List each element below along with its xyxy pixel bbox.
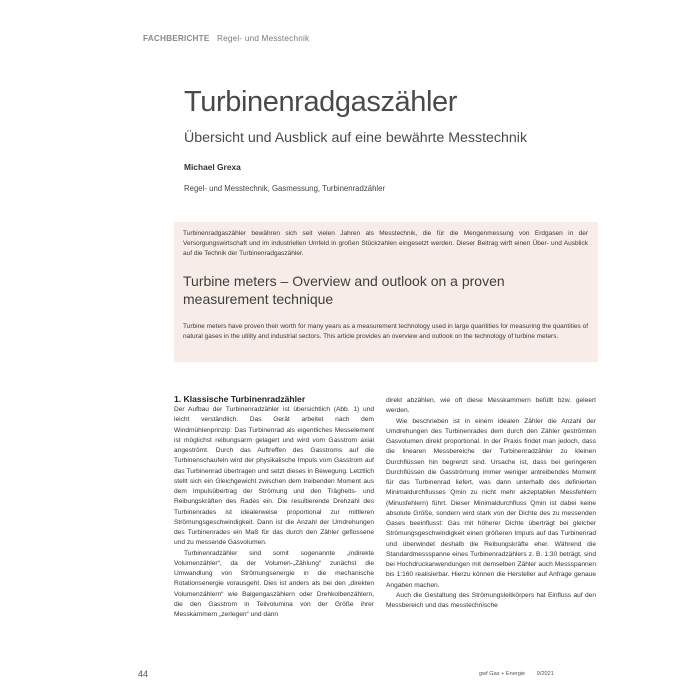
author-name: Michael Grexa <box>184 162 241 172</box>
page-number: 44 <box>138 669 149 679</box>
journal-issue: 9/2021 <box>536 671 554 677</box>
running-header <box>143 34 309 43</box>
section-heading: 1. Klassische Turbinenradzähler <box>174 394 306 404</box>
abstract-german: Turbinenradgaszähler bewähren sich seit vielen Jahren als Messtechnik, die für die Mengenmessung von Erdgasen in der Versorgungswirtschaft und im industriellen Umfeld in großen Stückzahlen eingesetzt werden. Dieser Beitrag wirft einen Über- und Ausblick auf die Technik der Turbinenradgaszähler. <box>183 230 588 257</box>
category-label: Regel- und Messtechnik <box>217 34 310 43</box>
section-label: FACHBERICHTE <box>143 34 210 43</box>
paragraph: Der Aufbau der Turbinenradzähler ist übersichtlich (Abb. 1) und leicht verständlich. Das Gerät arbeitet nach dem Windmühlenprinzip: Das Turbinenrad als eigentliches Messelement ist möglichst reibungsarm gelagert und wird vom Gasstrom axial angeströmt. Durch das Auftreffen des Gasstroms auf die Turbinenschaufeln wird der physikalische Impuls vom Gasstrom auf das Turbinenrad übertragen und setzt dieses in Bewegung. Letztlich stellt sich ein Gleichgewicht zwischen dem treibenden Moment aus dem Impulsübertrag der Strömung und den Trägheits- und Reibungskräften des Rades ein. Die resultierende Drehzahl des Turbinenrades ist idealerweise proportional zur mittleren Strömungsgeschwindigkeit. Dann ist die Anzahl der Umdrehungen des Turbinenrades ein Maß für das durch den Zähler geflossene und zu messende Gasvolumen. <box>174 406 374 547</box>
keywords: Regel- und Messtechnik, Gasmessung, Turbinenradzähler <box>184 184 386 193</box>
journal-name: gwf Gas + Energie <box>479 671 526 677</box>
article-subtitle: Übersicht und Ausblick auf eine bewährte Messtechnik <box>184 130 528 146</box>
paragraph: Wie beschrieben ist in einem idealen Zähler die Anzahl der Umdrehungen des Turbinenrades dem durch den Zähler geströmten Gasvolumen direkt proportional. In der Praxis findet man jedoch, dass die linearen Messbereiche der Turbinenradzähler zu kleinen Durchflüssen hin begrenzt sind. Ursache ist, dass bei geringeren Durchflüssen die Gasströmung immer weniger antreibendes Moment für das Turbinenrad liefert, was dann unterhalb des definierten Minimaldurchflusses Qmin zu nicht mehr akzeptablen Messfehlern (Minusfehlern) führt. Dieser Minimaldurchfluss Qmin ist dabei keine absolute Größe, sondern wird stark von der Dichte des zu messenden Gases beeinflusst: Gas mit höherer Dichte überträgt bei gleicher Strömungsgeschwindigkeit einen größeren Impuls auf das Turbinenrad und überwindet deshalb die Reibungskräfte eher. Während die Standardmessspanne eines Turbinenradzählers z. B. 1:30 beträgt, sind bei Hochdruckanwendungen mit demselben Zähler auch Messspannen bis 1:160 realisierbar. Hierzu können die Hersteller auf Anfrage genaue Angaben machen. <box>386 417 596 589</box>
paragraph: Auch die Gestaltung des Strömungsleitkörpers hat Einfluss auf den Messbereich und das messtechnische <box>386 591 596 609</box>
body-column-left <box>174 394 374 620</box>
body-column-right <box>386 396 596 611</box>
abstract-english: Turbine meters have proven their worth for many years as a measurement technology used in large quantities for measuring the quantities of natural gases in the utility and industrial sectors. This article provides an overview and outlook on the technology of turbine meters. <box>183 323 588 340</box>
journal-footer <box>479 671 554 677</box>
article-title: Turbinenradgaszähler <box>184 86 458 118</box>
english-title: Turbine meters – Overview and outlook on a proven measurement technique <box>183 273 505 307</box>
paragraph: direkt abzählen, wie oft diese Messkammern befüllt bzw. geleert werden. <box>386 397 596 415</box>
paragraph: Turbinenradzähler sind somit sogenannte „indirekte Volumenzähler“, da der Volumen-„Zählung“ zunächst die Umwandlung von Strömungsenergie in die mechanische Rotationsenergie vorausgeht. Dies ist anders als bei den „direkten Volumenzählern“ wie Balgengaszählern oder Drehkolbenzählern, die den Gasstrom in Teilvolumina von der Größe ihrer Messkammern „zerlegen“ und dann <box>174 549 374 618</box>
